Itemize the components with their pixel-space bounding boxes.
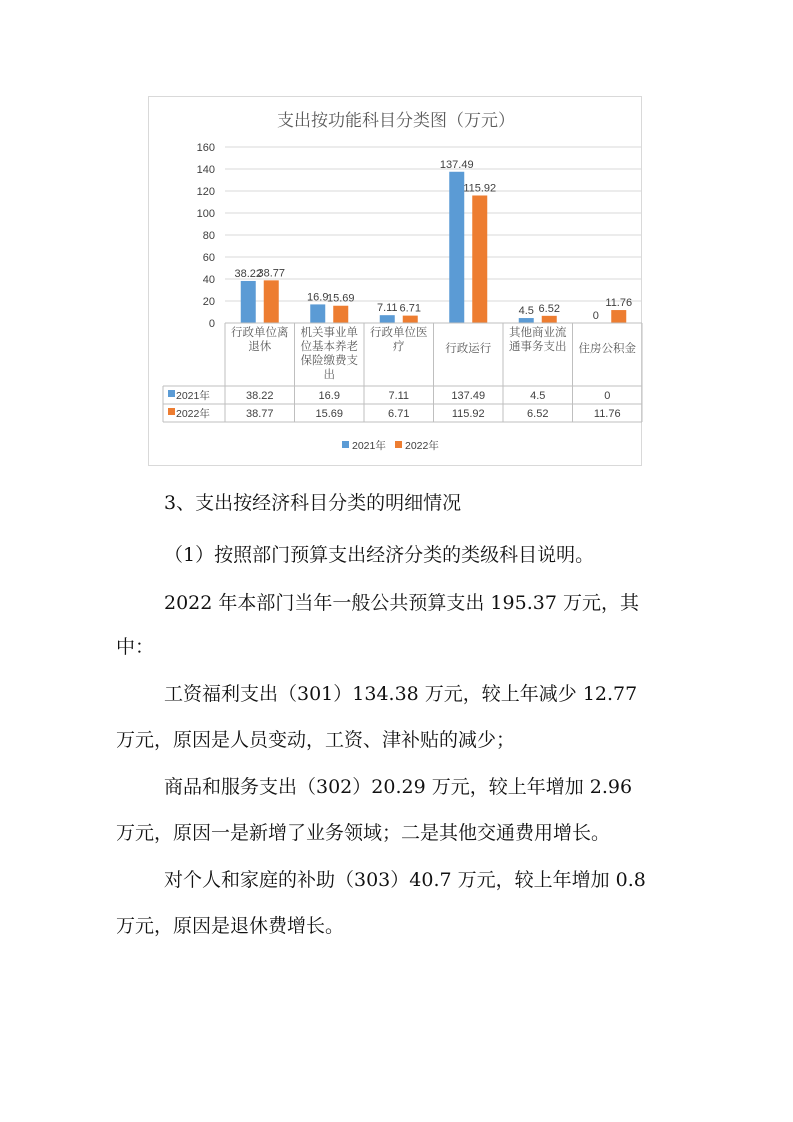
data-label: 137.49 [439, 158, 474, 171]
bar [611, 310, 626, 323]
bar [264, 280, 279, 323]
bar-chart [149, 97, 643, 467]
chart-title: 支出按功能科目分类图（万元） [277, 111, 515, 131]
table-cell: 137.49 [451, 390, 486, 402]
category-label: 通事务支出 [509, 339, 567, 353]
table-cell: 38.77 [245, 408, 274, 420]
table-legend-swatch [168, 390, 175, 397]
data-label: 16.9 [307, 291, 329, 304]
bar [472, 195, 487, 323]
bar [519, 318, 534, 323]
bar [403, 316, 418, 323]
data-label: 4.5 [518, 305, 534, 318]
category-label: 保险缴费支 [300, 353, 358, 367]
paragraph-total-line1: 2022 年本部门当年一般公共预算支出 195.37 万元，其 [164, 592, 639, 614]
data-label: 7.11 [376, 302, 398, 315]
paragraph-301-line1: 工资福利支出（301）134.38 万元，较上年减少 12.77 [164, 683, 638, 705]
paragraph-total-line2: 中： [116, 636, 155, 658]
table-series-label: 2021年 [176, 390, 210, 402]
table-cell: 38.22 [245, 390, 274, 402]
data-label: 6.71 [399, 302, 421, 315]
y-tick-label: 140 [196, 164, 215, 176]
category-label: 行政单位医 [370, 325, 428, 339]
category-label: 位基本养老 [300, 339, 358, 353]
table-cell: 6.52 [527, 408, 549, 420]
y-tick-label: 160 [196, 142, 215, 154]
table-cell: 115.92 [451, 408, 485, 420]
bar [542, 316, 557, 323]
bar [449, 172, 464, 323]
y-tick-label: 80 [202, 230, 215, 242]
category-label: 行政运行 [445, 341, 492, 355]
y-tick-label: 100 [196, 208, 215, 220]
category-label: 行政单位离 [231, 325, 289, 339]
paragraph-301-line2: 万元，原因是人员变动，工资、津补贴的减少； [116, 729, 516, 751]
legend-label: 2022年 [405, 440, 439, 452]
data-label: 15.69 [326, 292, 355, 305]
y-tick-label: 20 [202, 296, 215, 308]
table-cell: 15.69 [315, 408, 344, 420]
data-label: 6.52 [538, 302, 560, 315]
y-tick-label: 60 [202, 252, 215, 264]
category-label: 出 [323, 367, 335, 381]
category-label: 疗 [393, 339, 405, 353]
legend-swatch [342, 441, 349, 448]
y-tick-label: 120 [196, 186, 215, 198]
data-label: 38.22 [234, 267, 263, 280]
section-heading: 3、支出按经济科目分类的明细情况 [164, 492, 462, 514]
data-label: 11.76 [605, 297, 633, 310]
table-legend-swatch [168, 408, 175, 415]
table-cell: 7.11 [388, 390, 410, 402]
paragraph-303-line2: 万元，原因是退休费增长。 [116, 915, 345, 937]
bar [380, 315, 395, 323]
data-label: 115.92 [463, 182, 497, 195]
category-label: 机关事业单 [300, 325, 358, 339]
bar [241, 281, 256, 323]
paragraph-302-line2: 万元，原因一是新增了业务领域；二是其他交通费用增长。 [116, 822, 611, 844]
y-tick-label: 40 [202, 274, 215, 286]
data-label: 0 [592, 310, 599, 322]
category-label: 其他商业流 [509, 325, 567, 339]
table-cell: 0 [604, 390, 611, 402]
bar [333, 306, 348, 323]
category-label: 住房公积金 [578, 341, 636, 355]
table-cell: 16.9 [318, 390, 340, 402]
y-tick-label: 0 [208, 318, 215, 330]
paragraph-303-line1: 对个人和家庭的补助（303）40.7 万元，较上年增加 0.8 [164, 869, 646, 891]
legend-label: 2021年 [352, 440, 386, 452]
bar [310, 304, 325, 323]
table-series-label: 2022年 [176, 408, 210, 420]
table-cell: 11.76 [593, 408, 621, 420]
data-label: 38.77 [257, 267, 286, 280]
paragraph-302-line1: 商品和服务支出（302）20.29 万元，较上年增加 2.96 [164, 776, 633, 798]
chart-container [148, 96, 642, 466]
table-cell: 4.5 [530, 390, 546, 402]
category-label: 退休 [248, 339, 272, 353]
legend-swatch [395, 441, 402, 448]
subsection-heading: （1）按照部门预算支出经济分类的类级科目说明。 [164, 544, 595, 566]
table-cell: 6.71 [388, 408, 410, 420]
